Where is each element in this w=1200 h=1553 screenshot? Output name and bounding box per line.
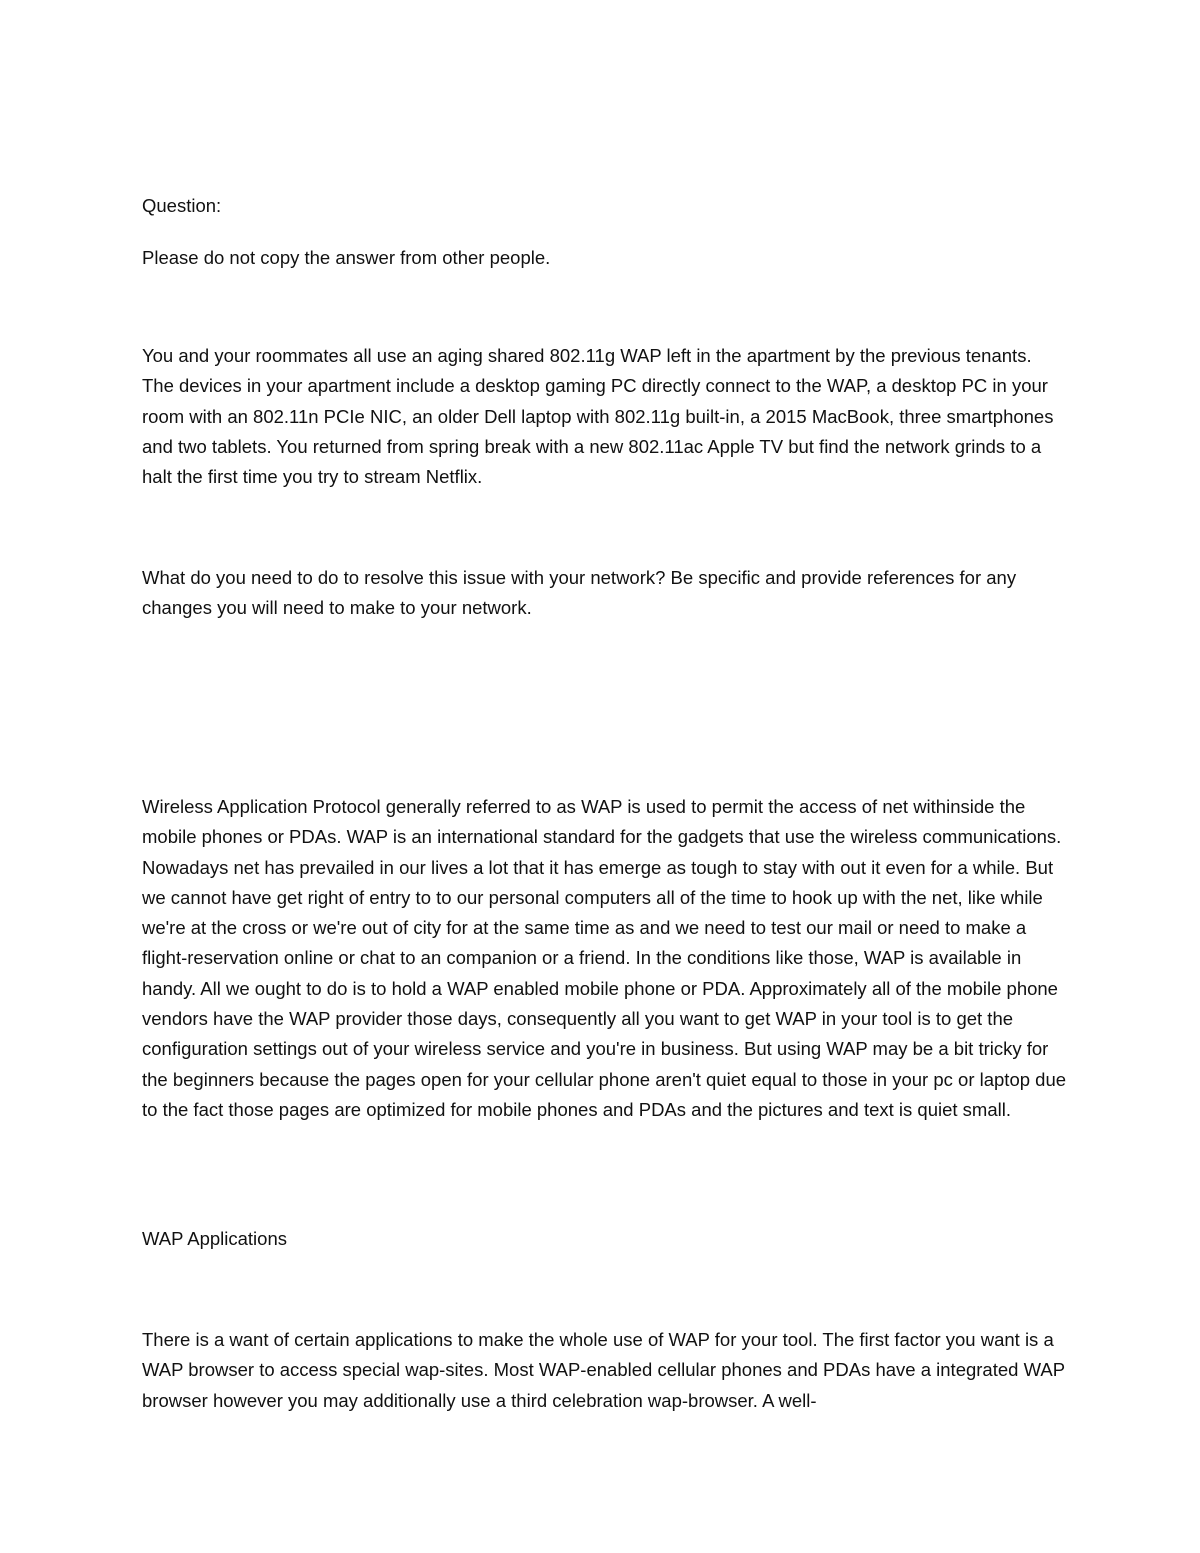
instruction-text: Please do not copy the answer from other people.: [142, 247, 551, 268]
section-heading: WAP Applications: [142, 1228, 287, 1249]
scenario-paragraph: You and your roommates all use an aging shared 802.11g WAP left in the apartment by the previous tenants. The devices in your apartment include a desktop gaming PC directly connect to the WAP, a desktop PC in your room with an 802.11n PCIe NIC, an older Dell laptop with 802.11g built-in, a 2015 MacBook, three smartphones and two tablets. You returned from spring break with a new 802.11ac Apple TV but find the network grinds to a halt the first time you try to stream Netflix.: [142, 345, 1054, 488]
prompt-paragraph: What do you need to do to resolve this issue with your network? Be specific and provide references for any changes you will need to make to your network.: [142, 567, 1017, 619]
question-label: Question:: [142, 195, 222, 216]
applications-paragraph: There is a want of certain applications to make the whole use of WAP for your tool. The first factor you want is a WAP browser to access special wap-sites. Most WAP-enabled cellular phones and PDAs have a integrated WAP browser however you may additionally use a third celebration wap-browser. A well-: [142, 1329, 1065, 1411]
answer-paragraph: Wireless Application Protocol generally referred to as WAP is used to permit the access of net withinside the mobile phones or PDAs. WAP is an international standard for the gadgets that use the wireless communications. Nowadays net has prevailed in our lives a lot that it has emerge as tough to stay with out it even for a while. But we cannot have get right of entry to to our personal computers all of the time to hook up with the net, like while we're at the cross or we're out of city for at the same time as and we need to test our mail or need to make a flight-reservation online or chat to an companion or a friend. In the conditions like those, WAP is available in handy. All we ought to do is to hold a WAP enabled mobile phone or PDA. Approximately all of the mobile phone vendors have the WAP provider those days, consequently all you want to get WAP in your tool is to get the configuration settings out of your wireless service and you're in business. But using WAP may be a bit tricky for the beginners because the pages open for your cellular phone aren't quiet equal to those in your pc or laptop due to the fact those pages are optimized for mobile phones and PDAs and the pictures and text is quiet small.: [142, 796, 1067, 1120]
